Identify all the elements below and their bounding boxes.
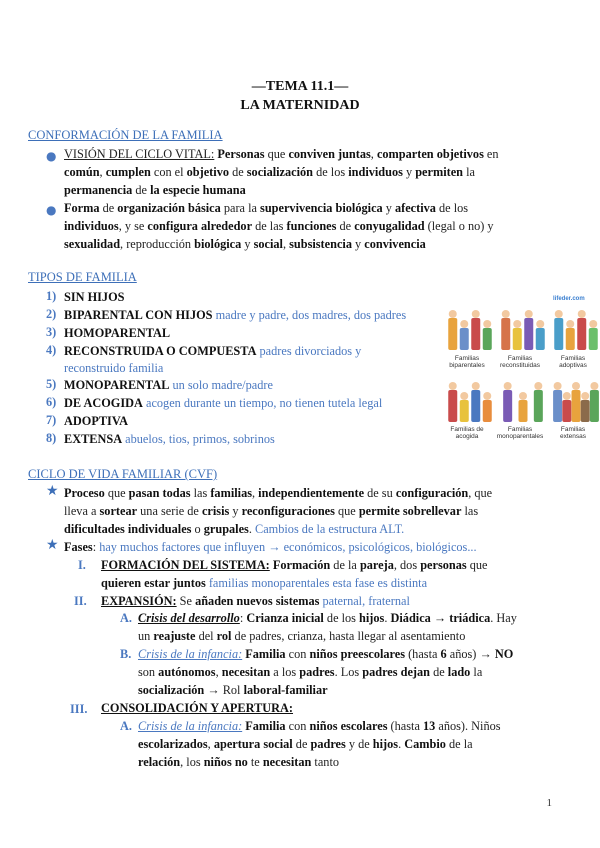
person-head: [581, 392, 589, 400]
person-body: [572, 390, 581, 422]
person-body: [448, 318, 457, 350]
list-number: 6): [46, 395, 57, 409]
person-head: [472, 382, 480, 390]
person-body: [483, 400, 492, 422]
star-bullet-icon: ★: [46, 537, 59, 553]
list-number: 7): [46, 413, 57, 427]
family-types-illustration: [443, 296, 600, 444]
list-item: BIPARENTAL CON HIJOS madre y padre, dos madres, dos padres: [64, 308, 407, 322]
image-caption: Familias de acogida: [450, 426, 484, 440]
text-line: escolarizados, apertura social de padres y de hijos. Cambio de la: [138, 737, 473, 751]
letter-marker: A.: [120, 719, 132, 733]
text-line: Crisis de la infancia: Familia con niños escolares (hasta 13 años). Niños: [138, 719, 501, 733]
list-item: MONOPARENTAL un solo madre/padre: [64, 378, 273, 392]
person-body: [471, 390, 480, 422]
person-head: [536, 320, 544, 328]
text-line: individuos, y se configura alrededor de las funciones de conyugalidad (legal o no) y: [64, 219, 494, 233]
person-body: [589, 328, 598, 350]
section-heading-cvf: CICLO DE VIDA FAMILIAR (CVF): [28, 467, 218, 481]
text-line: FORMACIÓN DEL SISTEMA: Formación de la pareja, dos personas que: [101, 558, 488, 572]
star-bullet-icon: ★: [46, 483, 59, 499]
list-number: 3): [46, 325, 57, 339]
person-head: [472, 310, 480, 318]
roman-numeral: III.: [70, 702, 88, 716]
image-caption: Familias biparentales: [449, 355, 485, 369]
person-head: [589, 320, 597, 328]
list-number: 1): [46, 289, 57, 303]
person-head: [578, 310, 586, 318]
roman-numeral: I.: [78, 558, 86, 572]
text-line: EXPANSIÓN: Se añaden nuevos sistemas paternal, fraternal: [101, 594, 410, 608]
person-body: [553, 390, 562, 422]
person-head: [502, 310, 510, 318]
person-head: [563, 392, 571, 400]
text-line: quieren estar juntos familias monoparentales esta fase es distinta: [101, 576, 428, 590]
section-heading-conformacion: CONFORMACIÓN DE LA FAMILIA: [28, 128, 223, 142]
list-item: HOMOPARENTAL: [64, 326, 171, 340]
person-body: [590, 390, 599, 422]
page-title: LA MATERNIDAD: [240, 98, 360, 113]
text-line: común, cumplen con el objetivo de socialización de los individuos y permiten la: [64, 165, 475, 179]
image-brand-label: lifeder.com: [553, 296, 585, 302]
text-line: permanencia de la especie humana: [64, 183, 246, 197]
person-body: [448, 390, 457, 422]
person-head: [483, 320, 491, 328]
person-head: [449, 382, 457, 390]
person-body: [524, 318, 533, 350]
image-caption: Familias extensas: [559, 426, 587, 440]
person-body: [460, 400, 469, 422]
text-line: un reajuste del rol de padres, crianza, hasta llegar al asentamiento: [138, 629, 466, 643]
letter-marker: A.: [120, 611, 132, 625]
text-line: socialización → Rol laboral-familiar: [138, 683, 328, 697]
person-body: [503, 390, 512, 422]
person-head: [460, 392, 468, 400]
list-item: DE ACOGIDA acogen durante un tiempo, no tienen tutela legal: [64, 396, 383, 410]
person-head: [554, 382, 562, 390]
tema-label: —TEMA 11.1—: [251, 79, 349, 94]
list-item: RECONSTRUIDA O COMPUESTA padres divorciados y: [64, 344, 362, 358]
text-line: Crisis del desarrollo: Crianza inicial de los hijos. Diádica → triádica. Hay: [138, 611, 517, 625]
person-head: [449, 310, 457, 318]
list-item: reconstruido familia: [64, 361, 164, 375]
text-line: Crisis de la infancia: Familia con niños preescolares (hasta 6 años) → NO: [138, 647, 514, 661]
text-line: Proceso que pasan todas las familias, independientemente de su configuración, que: [64, 486, 493, 500]
person-body: [566, 328, 575, 350]
person-body: [577, 318, 586, 350]
person-head: [590, 382, 598, 390]
person-head: [513, 320, 521, 328]
person-body: [554, 318, 563, 350]
text-line: CONSOLIDACIÓN Y APERTURA:: [101, 701, 294, 715]
person-head: [483, 392, 491, 400]
person-head: [504, 382, 512, 390]
list-item: EXTENSA abuelos, tios, primos, sobrinos: [64, 432, 275, 446]
text-line: Forma de organización básica para la supervivencia biológica y afectiva de los: [64, 201, 469, 215]
text-line: lleva a sortear una serie de crisis y reconfiguraciones que permite sobrellevar las: [64, 504, 479, 518]
letter-marker: B.: [120, 647, 132, 661]
person-head: [519, 392, 527, 400]
person-body: [534, 390, 543, 422]
list-number: 4): [46, 343, 57, 357]
person-head: [566, 320, 574, 328]
person-body: [581, 400, 590, 422]
text-line: Fases: hay muchos factores que influyen → económicos, psicológicos, biológicos...: [64, 540, 477, 554]
list-number: 2): [46, 307, 57, 321]
bullet-dot-icon: ●: [46, 203, 57, 217]
list-number: 5): [46, 377, 57, 391]
bullet-dot-icon: ●: [46, 149, 57, 163]
text-line: sexualidad, reproducción biológica y social, subsistencia y convivencia: [64, 237, 426, 251]
person-body: [562, 400, 571, 422]
text-line: VISIÓN DEL CICLO VITAL: Personas que conviven juntas, comparten objetivos en: [64, 147, 499, 161]
roman-numeral: II.: [74, 594, 87, 608]
person-head: [572, 382, 580, 390]
person-body: [471, 318, 480, 350]
person-body: [460, 328, 469, 350]
image-caption: Familias reconstituidas: [499, 355, 541, 369]
text-line: dificultades individuales o grupales. Cambios de la estructura ALT.: [64, 522, 405, 536]
page-number: 1: [546, 797, 552, 809]
text-line: son autónomos, necesitan a los padres. Los padres dejan de lado la: [138, 665, 483, 679]
person-body: [536, 328, 545, 350]
list-item: SIN HIJOS: [64, 290, 125, 304]
image-caption: Familias adoptivas: [559, 355, 587, 369]
person-head: [525, 310, 533, 318]
image-caption: Familias monoparentales: [496, 426, 544, 440]
person-head: [555, 310, 563, 318]
text-line: relación, los niños no te necesitan tanto: [138, 755, 340, 769]
person-body: [501, 318, 510, 350]
person-body: [483, 328, 492, 350]
person-body: [519, 400, 528, 422]
list-number: 8): [46, 431, 57, 445]
person-head: [534, 382, 542, 390]
person-head: [460, 320, 468, 328]
section-heading-tipos: TIPOS DE FAMILIA: [28, 270, 137, 284]
person-body: [513, 328, 522, 350]
list-item: ADOPTIVA: [64, 414, 128, 428]
